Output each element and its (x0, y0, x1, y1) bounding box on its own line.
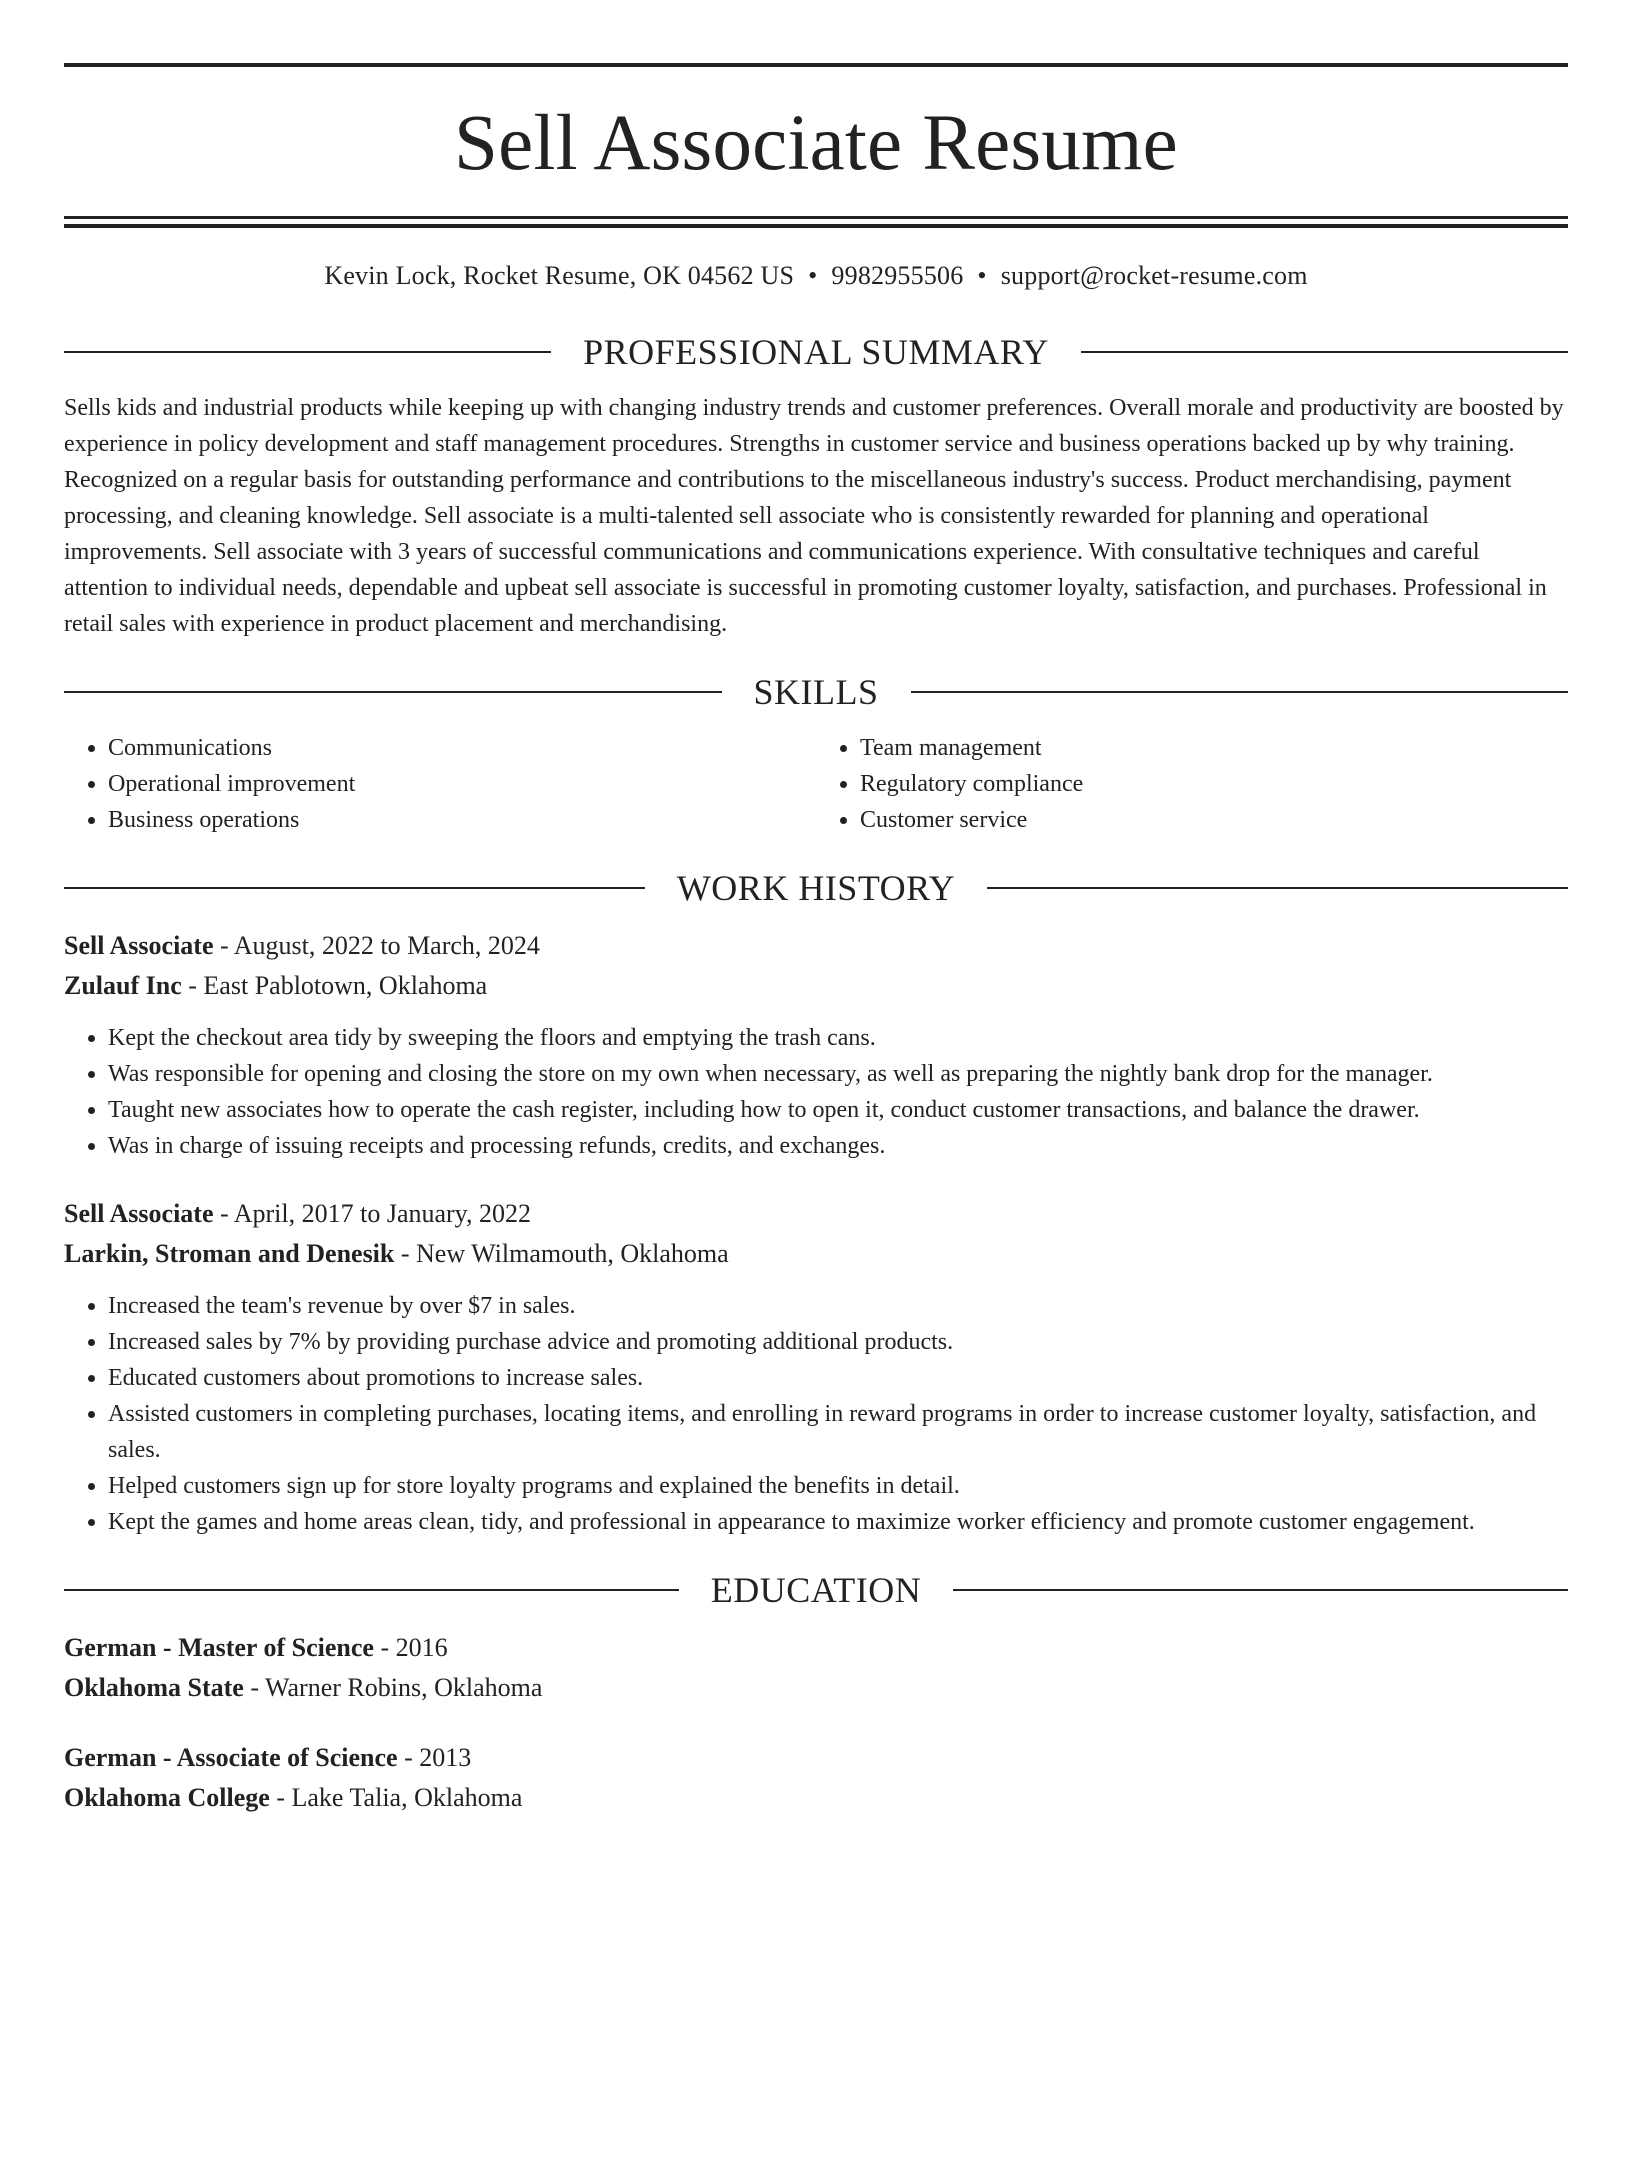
skills-list-right (816, 730, 1568, 838)
skill-item: • Customer service (860, 802, 1568, 838)
job-bullet: • Kept the games and home areas clean, tidy, and professional in appearance to maximize worker efficiency and promote customer engagement. (108, 1504, 1568, 1540)
contact-separator: • (808, 261, 818, 290)
education-degree: German - Associate of Science (64, 1743, 398, 1772)
heading-rule (953, 1589, 1568, 1591)
education-year: - 2016 (373, 1633, 448, 1662)
education-degree-line (64, 1628, 1568, 1668)
job-dates: - August, 2022 to March, 2024 (213, 931, 540, 960)
job-bullet: • Was in charge of issuing receipts and processing refunds, credits, and exchanges. (108, 1128, 1568, 1164)
job-bullet: • Educated customers about promotions to increase sales. (108, 1360, 1568, 1396)
heading-rule (64, 1589, 679, 1591)
job-entry (64, 926, 1568, 1164)
section-title-skills: SKILLS (753, 672, 879, 712)
job-entry (64, 1194, 1568, 1540)
skill-item: • Team management (860, 730, 1568, 766)
job-bullet: • Increased sales by 7% by providing purchase advice and promoting additional products. (108, 1324, 1568, 1360)
contact-phone: 9982955506 (831, 261, 964, 290)
job-location: - East Pablotown, Oklahoma (181, 971, 488, 1000)
job-company-line (64, 966, 1568, 1006)
title-double-rule (64, 216, 1568, 219)
section-heading-education (64, 1566, 1568, 1614)
section-heading-work (64, 864, 1568, 912)
job-dates: - April, 2017 to January, 2022 (213, 1199, 531, 1228)
skills-grid (64, 730, 1568, 838)
skills-list-left (64, 730, 816, 838)
job-company-line (64, 1234, 1568, 1274)
education-school-line (64, 1778, 1568, 1818)
top-rule (64, 63, 1568, 67)
job-title-line (64, 926, 1568, 966)
skill-item: • Operational improvement (108, 766, 816, 802)
job-bullet: • Was responsible for opening and closing the store on my own when necessary, as well as preparing the nightly bank drop for the manager. (108, 1056, 1568, 1092)
resume-page (0, 63, 1632, 2175)
job-bullet: • Helped customers sign up for store loyalty programs and explained the benefits in detail. (108, 1468, 1568, 1504)
education-location: - Warner Robins, Oklahoma (243, 1673, 543, 1702)
contact-address: Kevin Lock, Rocket Resume, OK 04562 US (324, 261, 795, 290)
contact-separator: • (977, 261, 987, 290)
job-company: Zulauf Inc (64, 971, 182, 1000)
education-entry (64, 1628, 1568, 1708)
education-location: - Lake Talia, Oklahoma (269, 1783, 523, 1812)
section-title-work: WORK HISTORY (676, 868, 956, 908)
section-heading-summary (64, 328, 1568, 376)
section-title-summary: PROFESSIONAL SUMMARY (583, 332, 1049, 372)
job-bullets (64, 1288, 1568, 1540)
section-heading-skills (64, 668, 1568, 716)
heading-rule (64, 887, 645, 889)
heading-rule (987, 887, 1568, 889)
page-title: Sell Associate Resume (454, 100, 1178, 187)
job-bullets (64, 1020, 1568, 1164)
heading-rule (64, 691, 722, 693)
education-entry (64, 1738, 1568, 1818)
job-company: Larkin, Stroman and Denesik (64, 1239, 395, 1268)
job-bullet: • Increased the team's revenue by over $7 in sales. (108, 1288, 1568, 1324)
education-year: - 2013 (397, 1743, 472, 1772)
job-role: Sell Associate (64, 931, 214, 960)
heading-rule (64, 351, 551, 353)
job-bullet: • Taught new associates how to operate the cash register, including how to open it, conduct customer transactions, and balance the drawer. (108, 1092, 1568, 1128)
job-bullet: • Assisted customers in completing purchases, locating items, and enrolling in reward programs in order to increase customer loyalty, satisfaction, and sales. (108, 1396, 1568, 1468)
contact-line (64, 258, 1568, 294)
skill-item: • Communications (108, 730, 816, 766)
summary-text: Sells kids and industrial products while keeping up with changing industry trends and customer preferences. Overall morale and productivity are boosted by experience in policy development and staff management procedures. Strengths in customer service and business operations backed up by why training. Recognized on a regular basis for outstanding performance and contributions to the miscellaneous industry's success. Product merchandising, payment processing, and cleaning knowledge. Sell associate is a multi-talented sell associate who is consistently rewarded for planning and operational improvements. Sell associate with 3 years of successful communications and communications experience. With consultative techniques and careful attention to individual needs, dependable and upbeat sell associate is successful in promoting customer loyalty, satisfaction, and purchases. Professional in retail sales with experience in product placement and merchandising. (64, 395, 1564, 637)
skill-item: • Business operations (108, 802, 816, 838)
job-bullet: • Kept the checkout area tidy by sweeping the floors and emptying the trash cans. (108, 1020, 1568, 1056)
job-location: - New Wilmamouth, Oklahoma (394, 1239, 729, 1268)
education-school: Oklahoma State (64, 1673, 244, 1702)
section-title-education: EDUCATION (710, 1570, 922, 1610)
education-degree: German - Master of Science (64, 1633, 374, 1662)
job-title-line (64, 1194, 1568, 1234)
heading-rule (911, 691, 1569, 693)
skill-item: • Regulatory compliance (860, 766, 1568, 802)
contact-email: support@rocket-resume.com (1000, 261, 1308, 290)
education-degree-line (64, 1738, 1568, 1778)
education-school-line (64, 1668, 1568, 1708)
heading-rule (1081, 351, 1568, 353)
education-school: Oklahoma College (64, 1783, 270, 1812)
job-role: Sell Associate (64, 1199, 214, 1228)
